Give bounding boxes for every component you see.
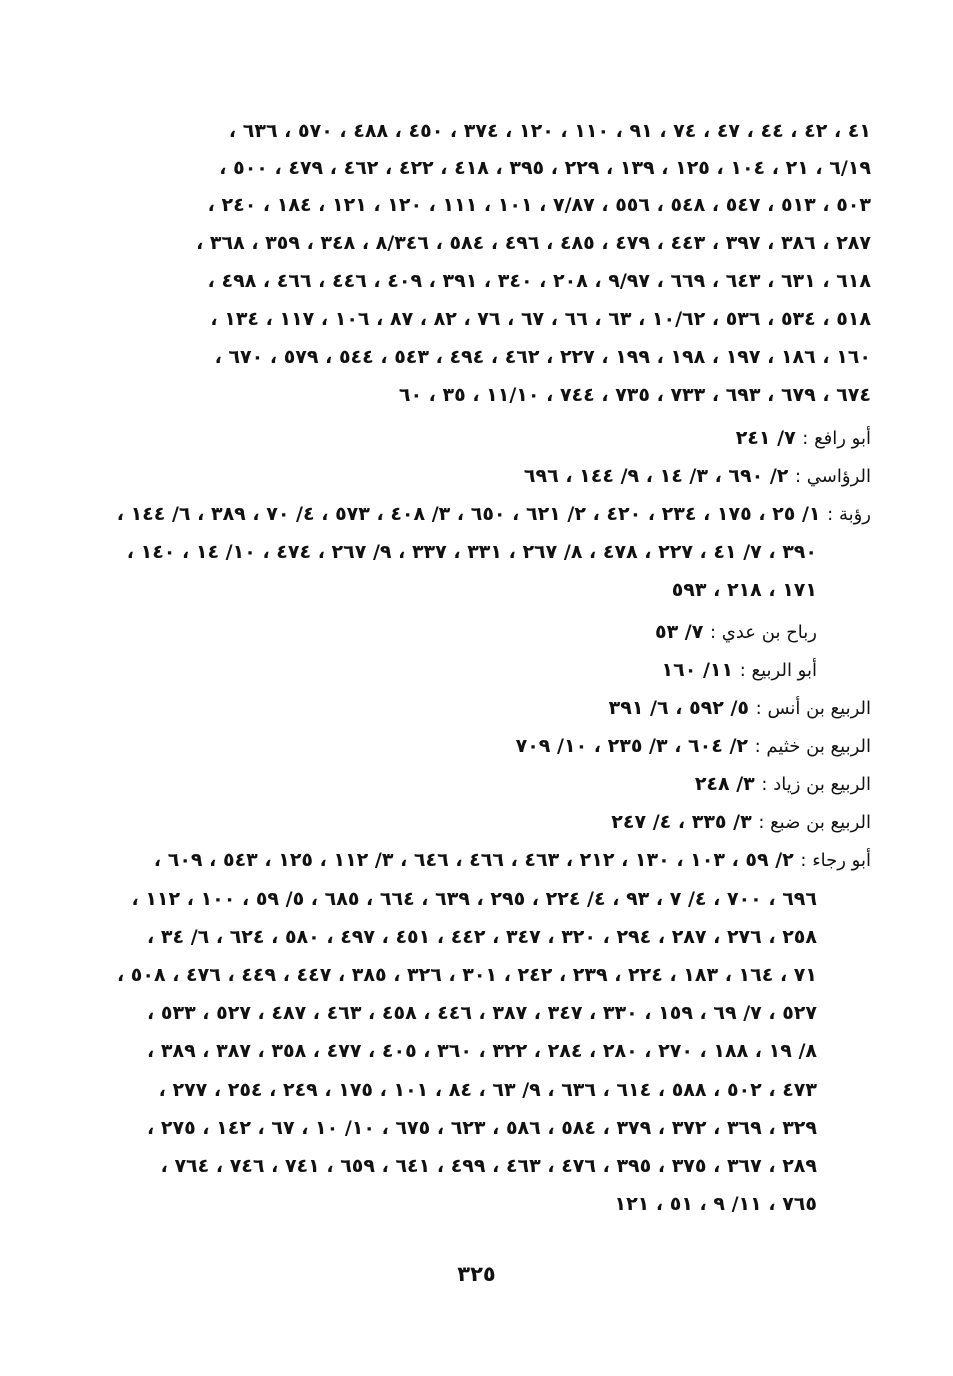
- index-continuation-line: ٢٨٧ ، ٣٨٦ ، ٣٩٧ ، ٤٤٣ ، ٤٧٩ ، ٤٨٥ ، ٤٩٦ ، ٥٨٤ ، ٨/٣٤٦ ، ٣٤٨ ، ٣٥٩ ، ٣٦٨ ،: [196, 232, 871, 254]
- entry-name: رباح بن عدي :: [709, 622, 817, 643]
- index-continuation-line: ١٧١ ، ٢١٨ ، ٥٩٣: [671, 579, 817, 601]
- index-entry-ruba: [117, 501, 871, 528]
- entry-name: الربيع بن زياد :: [761, 774, 871, 795]
- entry-name: رؤبة :: [827, 504, 871, 525]
- index-entry-rabah-ibn-adi: [655, 619, 817, 646]
- index-continuation-line: ٦٧٤ ، ٦٧٩ ، ٦٩٣ ، ٧٣٣ ، ٧٣٥ ، ٧٤٤ ، ١١/١٠ ، ٣٥ ، ٦٠: [398, 384, 871, 406]
- entry-name: أبو رافع :: [802, 428, 871, 449]
- entry-references: ٣/ ٣٣٥ ، ٤/ ٢٤٧: [611, 811, 752, 833]
- index-continuation-line: ٤٧٣ ، ٥٠٢ ، ٥٨٨ ، ٦١٤ ، ٦٣٦ ، ٩/ ٦٣ ، ٨٤ ، ١٠١ ، ١٧٥ ، ٢٤٩ ، ٢٥٤ ، ٢٧٧ ،: [158, 1079, 817, 1101]
- index-continuation-line: ٦١٨ ، ٦٣١ ، ٦٤٣ ، ٦٦٩ ، ٩/٩٧ ، ٢٠٨ ، ٣٤٠ ، ٣٩١ ، ٤٠٩ ، ٤٤٦ ، ٤٦٦ ، ٤٩٨ ،: [207, 270, 871, 292]
- entry-name: الربيع بن أنس :: [755, 698, 871, 719]
- index-continuation-line: ٦/١٩ ، ٢١ ، ١٠٤ ، ١٢٥ ، ١٣٩ ، ٢٢٩ ، ٣٩٥ ، ٤١٨ ، ٤٢٢ ، ٤٦٢ ، ٤٧٩ ، ٥٠٠ ،: [219, 157, 871, 179]
- index-entry-al-rabi-ibn-dabu: [611, 809, 871, 836]
- index-entry-al-rabi-ibn-anas: [609, 695, 871, 722]
- entry-references: ٢/ ٥٩ ، ١٠٣ ، ١٣٠ ، ٢١٢ ، ٤٦٣ ، ٤٦٦ ، ٦٤٦ ، ٣/ ١١٢ ، ١٢٥ ، ٥٤٣ ، ٦٠٩ ،: [153, 849, 794, 871]
- index-continuation-line: ٥٢٧ ، ٧/ ٦٩ ، ١٥٩ ، ٣٣٠ ، ٣٤٧ ، ٣٨٧ ، ٤٤٦ ، ٤٥٨ ، ٤٦٣ ، ٤٨٧ ، ٥٢٧ ، ٥٣٣ ،: [147, 1002, 817, 1024]
- entry-references: ٧/ ٢٤١: [735, 427, 796, 449]
- index-continuation-line: ٢٥٨ ، ٢٧٦ ، ٢٨٧ ، ٢٩٤ ، ٣٢٠ ، ٣٤٧ ، ٤٤٢ ، ٤٥١ ، ٤٩٧ ، ٥٨٠ ، ٦٢٤ ، ٦/ ٣٤ ،: [147, 926, 817, 948]
- entry-references: ٥/ ٥٩٢ ، ٦/ ٣٩١: [608, 697, 750, 719]
- index-continuation-line: ٤١ ، ٤٢ ، ٤٤ ، ٤٧ ، ٧٤ ، ٩١ ، ١١٠ ، ١٢٠ ، ٣٧٤ ، ٤٥٠ ، ٤٨٨ ، ٥٧٠ ، ٦٣٦ ،: [228, 120, 871, 142]
- page-number: ٣٢٥: [457, 1262, 496, 1286]
- index-continuation-line: ٣٢٩ ، ٣٦٩ ، ٣٧٢ ، ٣٧٩ ، ٥٨٤ ، ٥٨٦ ، ٦٢٣ ، ٦٧٥ ، ١٠/ ١٠ ، ٦٧ ، ١٤٢ ، ٢٧٥ ،: [147, 1117, 817, 1139]
- index-continuation-line: ٦٩٦ ، ٧٠٠ ، ٤/ ٧ ، ٩٣ ، ٤/ ٢٢٤ ، ٢٩٥ ، ٦٣٩ ، ٦٦٤ ، ٦٨٥ ، ٥/ ٥٩ ، ١٠٠ ، ١١٢ ،: [131, 888, 817, 910]
- index-continuation-line: ٣٩٠ ، ٧/ ٤١ ، ٢٢٧ ، ٤٧٨ ، ٨/ ٢٦٧ ، ٣٣١ ، ٣٣٧ ، ٩/ ٢٦٧ ، ٤٧٤ ، ١٠/ ١٤ ، ١٤٠ ،: [126, 541, 817, 563]
- entry-name: الربيع بن خثيم :: [754, 736, 871, 757]
- index-entry-abu-rafi: [736, 425, 871, 452]
- entry-references: ٢/ ٦٩٠ ، ٣/ ١٤ ، ٩/ ١٤٤ ، ٦٩٦: [523, 465, 789, 487]
- index-continuation-line: ٥٠٣ ، ٥١٣ ، ٥٤٧ ، ٥٤٨ ، ٥٥٦ ، ٧/٨٧ ، ١٠١ ، ١١١ ، ١٢٠ ، ١٢١ ، ١٨٤ ، ٢٤٠ ،: [207, 194, 871, 216]
- entry-name: الربيع بن ضبع :: [758, 812, 871, 833]
- index-continuation-line: ٥١٨ ، ٥٣٤ ، ٥٣٦ ، ١٠/٦٢ ، ٦٣ ، ٦٦ ، ٦٧ ، ٧٦ ، ٨٢ ، ٨٧ ، ١٠٦ ، ١١٧ ، ١٣٤ ،: [210, 308, 871, 330]
- entry-name: أبو الربيع :: [739, 660, 817, 681]
- entry-references: ١/ ٢٥ ، ١٧٥ ، ٢٣٤ ، ٤٢٠ ، ٢/ ٦٢١ ، ٦٥٠ ، ٣/ ٤٠٨ ، ٥٧٣ ، ٤/ ٧٠ ، ٣٨٩ ، ٦/ ١٤٤ ،: [116, 503, 821, 525]
- index-continuation-line: ٨/ ١٩ ، ١٨٨ ، ٢٧٠ ، ٢٨٠ ، ٢٨٤ ، ٣٢٢ ، ٣٦٠ ، ٤٠٥ ، ٤٧٧ ، ٣٥٨ ، ٣٨٧ ، ٣٨٩ ،: [147, 1040, 817, 1062]
- entry-references: ١١/ ١٦٠: [661, 659, 734, 681]
- index-entry-al-ruasi: [524, 463, 871, 490]
- index-entry-al-rabi-ibn-khuthaym: [516, 733, 871, 760]
- index-entry-abu-raja: [154, 847, 871, 874]
- index-continuation-line: ٢٨٩ ، ٣٦٧ ، ٣٧٥ ، ٣٩٥ ، ٤٧٦ ، ٤٦٣ ، ٤٩٩ ، ٦٤١ ، ٦٥٩ ، ٧٤١ ، ٧٤٦ ، ٧٦٤ ،: [160, 1155, 817, 1177]
- index-continuation-line: ٧١ ، ١٦٤ ، ١٨٣ ، ٢٢٤ ، ٢٣٩ ، ٢٤٢ ، ٣٠١ ، ٣٢٦ ، ٣٨٥ ، ٤٤٧ ، ٤٤٩ ، ٤٧٦ ، ٥٠٨ ،: [116, 964, 817, 986]
- entry-references: ٢/ ٦٠٤ ، ٣/ ٢٣٥ ، ١٠/ ٧٠٩: [515, 735, 749, 757]
- index-entry-abu-al-rabi: [662, 657, 817, 684]
- entry-references: ٣/ ٢٤٨: [694, 773, 755, 795]
- entry-references: ٧/ ٥٣: [654, 621, 704, 643]
- index-entry-al-rabi-ibn-ziyad: [695, 771, 871, 798]
- entry-name: الرؤاسي :: [795, 466, 871, 487]
- index-continuation-line: ١٦٠ ، ١٨٦ ، ١٩٧ ، ١٩٨ ، ١٩٩ ، ٢٢٧ ، ٤٦٢ ، ٤٩٤ ، ٥٤٣ ، ٥٤٤ ، ٥٧٩ ، ٦٧٠ ،: [214, 346, 871, 368]
- entry-name: أبو رجاء :: [800, 850, 871, 871]
- index-continuation-line: ٧٦٥ ، ١١/ ٩ ، ٥١ ، ١٢١: [614, 1193, 817, 1215]
